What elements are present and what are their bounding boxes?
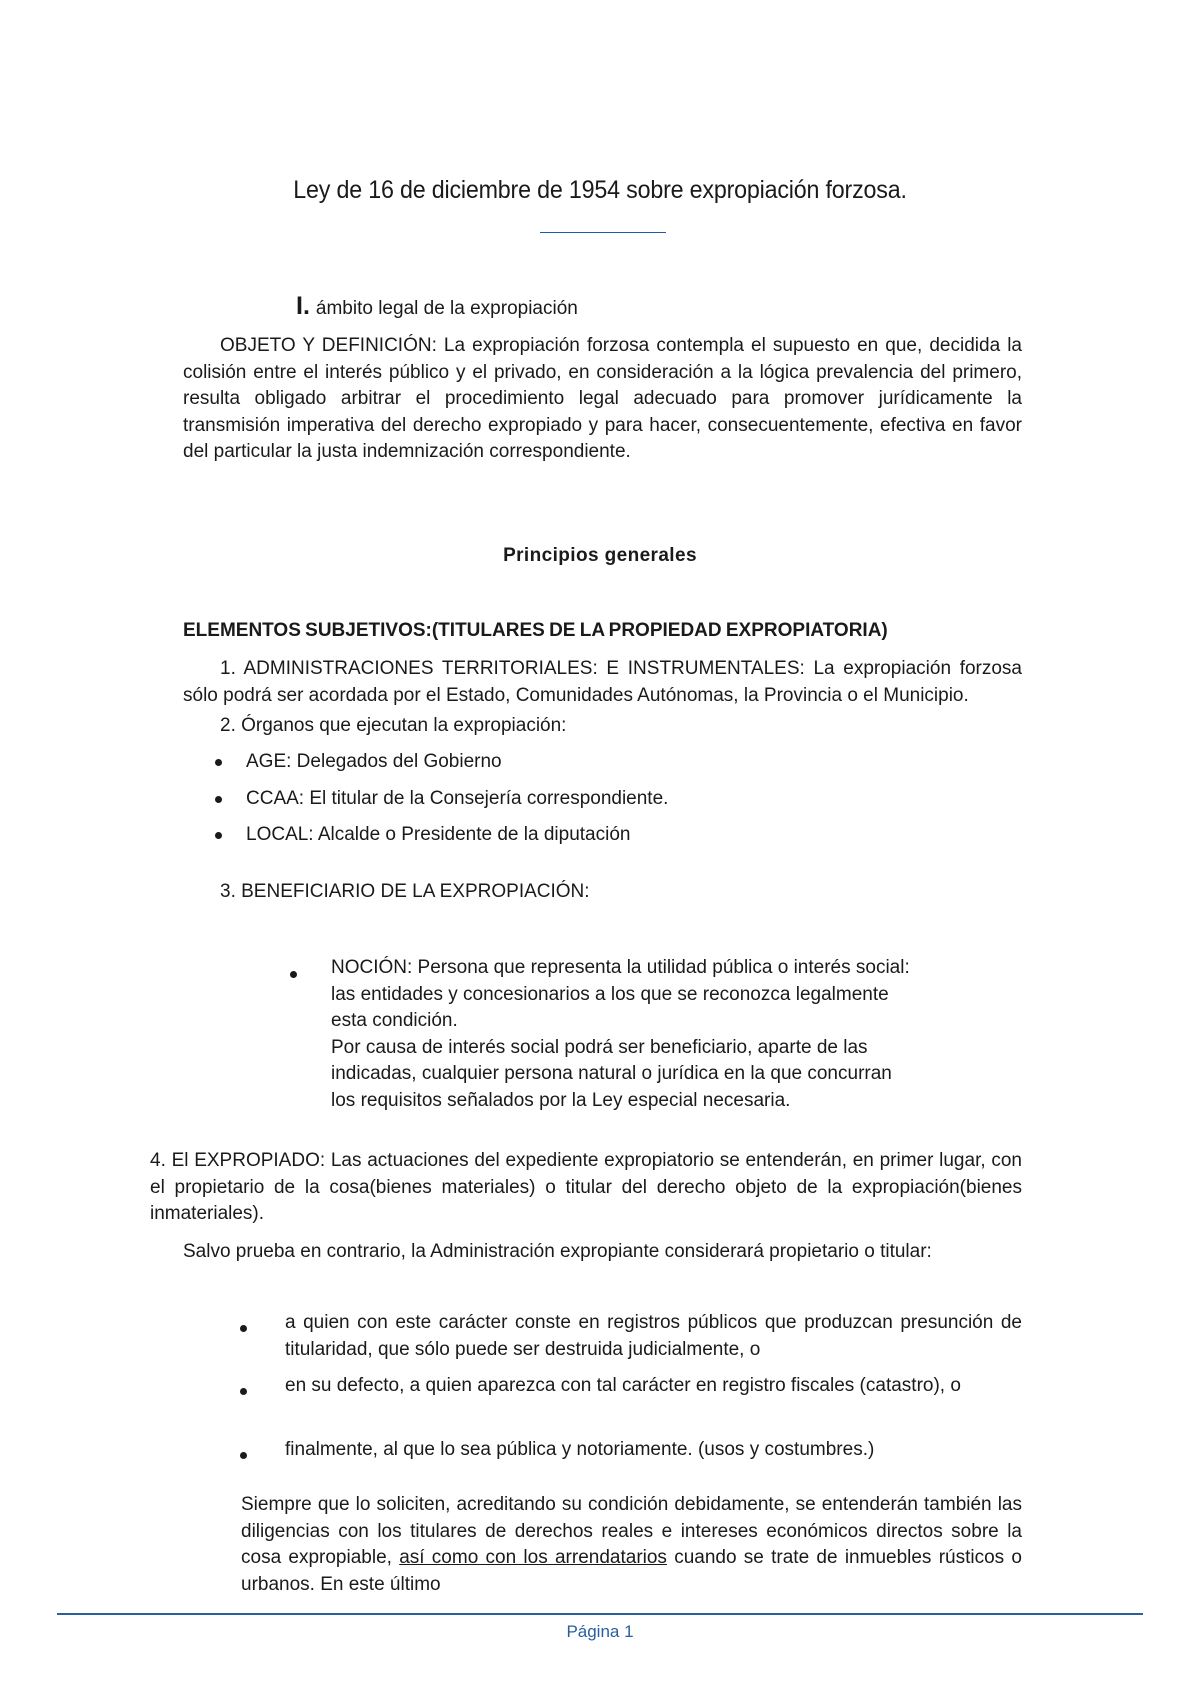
nocion-line: los requisitos señalados por la Ley especial necesaria.: [331, 1089, 791, 1111]
item-4-paragraph: [150, 1148, 1022, 1228]
list-item-text: en su defecto, a quien aparezca con tal carácter en registro fiscales (catastro), o: [285, 1375, 961, 1396]
bullet-icon: [290, 971, 297, 978]
nocion-line: NOCIÓN: Persona que representa la utilidad pública o interés social:: [331, 957, 910, 978]
section-heading: [296, 292, 578, 321]
list-item-text: LOCAL: Alcalde o Presidente de la diputación: [246, 824, 631, 845]
list-item: [215, 822, 630, 848]
list-item: [240, 1310, 1022, 1363]
page-number: Página 1: [566, 1622, 634, 1641]
list-item-text: CCAA: El titular de la Consejería correspondiente.: [246, 788, 669, 809]
list-item: [240, 1437, 1022, 1464]
item-4-text: 4. El EXPROPIADO: Las actuaciones del expediente expropiatorio se entenderán, en primer lugar, con el propietario de la cosa(bienes materiales) o titular del derecho objeto de la expropiación(bienes inmateriales).: [150, 1150, 1022, 1224]
list-item-text: AGE: Delegados del Gobierno: [246, 751, 502, 772]
list-item: [215, 786, 668, 812]
bullet-icon: [240, 1452, 247, 1459]
bullet-icon: [215, 759, 222, 766]
list-item-text: a quien con este carácter conste en registros públicos que produzcan presunción de titularidad, que sólo puede ser destruida judicialmente, o: [285, 1312, 1022, 1360]
document-title: Ley de 16 de diciembre de 1954 sobre expropiación forzosa.: [293, 176, 907, 204]
nocion-line: Por causa de interés social podrá ser beneficiario, aparte de las: [331, 1036, 868, 1058]
footer-divider: [57, 1613, 1143, 1615]
siempre-underlined: así como con los arrendatarios: [399, 1547, 667, 1568]
item-2-heading: 2. Órganos que ejecutan la expropiación:: [220, 715, 567, 736]
nocion-block: [290, 955, 1030, 1114]
title-divider: [540, 232, 666, 233]
principios-heading: Principios generales: [503, 545, 697, 566]
list-item: [215, 749, 502, 775]
siempre-text-2: cuando se trate de inmuebles rústicos o urbanos. En este último: [241, 1547, 1022, 1595]
nocion-line: las entidades y concesionarios a los que se reconozca legalmente: [331, 983, 889, 1005]
siempre-paragraph: [241, 1492, 1022, 1598]
section-numeral: I.: [296, 292, 310, 320]
list-item: [240, 1373, 1022, 1400]
elementos-heading: ELEMENTOS SUBJETIVOS:(TITULARES DE LA PROPIEDAD EXPROPIATORIA): [183, 620, 888, 641]
section-label: ámbito legal de la expropiación: [315, 298, 578, 319]
siempre-text-1: Siempre que lo soliciten, acreditando su condición debidamente, se entenderán también las diligencias con los titulares de derechos reales e intereses económicos directos sobre la cosa expropiable,: [241, 1494, 1022, 1568]
bullet-icon: [240, 1325, 247, 1332]
objeto-paragraph: OBJETO Y DEFINICIÓN: La expropiación forzosa contempla el supuesto en que, decidida la colisión entre el interés público y el privado, en consideración a la lógica prevalencia del primero, resulta obligado arbitrar el procedimiento legal adecuado para promover jurídicamente la transmisión imperativa del derecho expropiado y para hacer, consecuentemente, efectiva en favor del particular la justa indemnización correspondiente.: [183, 335, 1022, 462]
bullet-icon: [215, 832, 222, 839]
bullet-icon: [215, 796, 222, 803]
list-item-text: finalmente, al que lo sea pública y notoriamente. (usos y costumbres.): [285, 1439, 875, 1460]
item-1-paragraph: 1. ADMINISTRACIONES TERRITORIALES: E INSTRUMENTALES: La expropiación forzosa sólo podrá ser acordada por el Estado, Comunidades Autónomas, la Provincia o el Municipio.: [183, 658, 1022, 706]
item-3-heading: 3. BENEFICIARIO DE LA EXPROPIACIÓN:: [220, 881, 590, 902]
salvo-paragraph: Salvo prueba en contrario, la Administración expropiante considerará propietario o titular:: [183, 1241, 932, 1262]
bullet-icon: [240, 1388, 247, 1395]
nocion-line: indicadas, cualquier persona natural o jurídica en la que concurran: [331, 1063, 892, 1084]
nocion-line: esta condición.: [331, 1010, 458, 1031]
